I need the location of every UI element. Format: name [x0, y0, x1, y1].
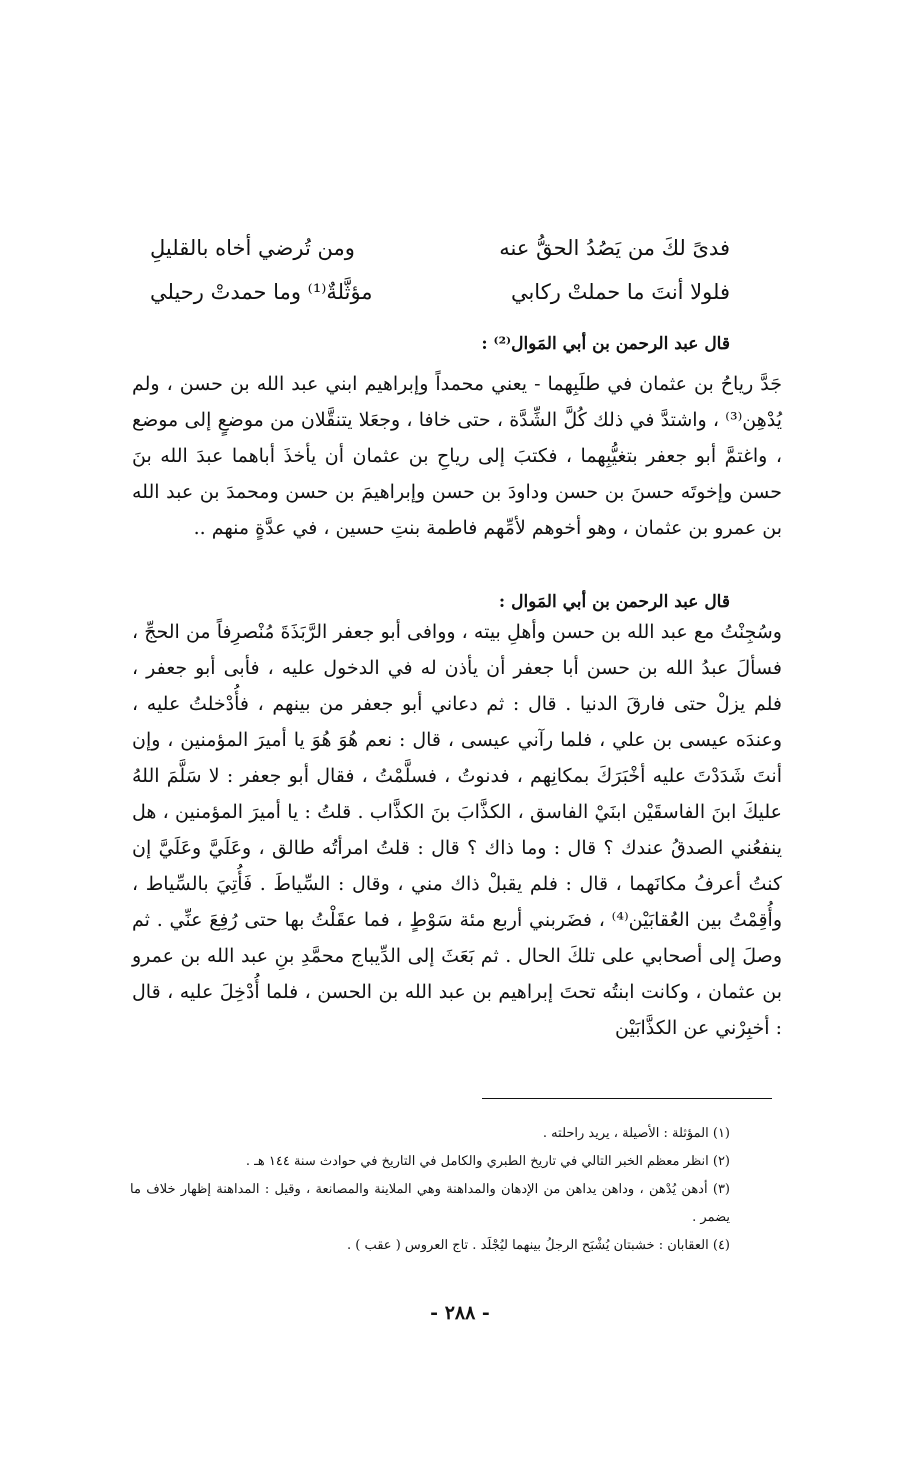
verse-second-hemistich: ومن تُرضي أخاه بالقليلِ: [150, 236, 355, 260]
footnote: (١) المؤثلة : الأصيلة ، يريد راحلته .: [542, 1126, 730, 1141]
section-heading: قال عبد الرحمن بن أبي المَوال⁽²⁾ :: [481, 334, 730, 354]
section-heading: قال عبد الرحمن بن أبي المَوال :: [498, 592, 730, 612]
body-paragraph: وسُجِنْتُ مع عبد الله بن حسن وأهلِ بيته ، ووافى أبو جعفر الرَّبَذَةَ مُنْصرِفاً من الحجِّ ، فسألَ عبدُ الله بن حسن أبا جعفر أن يأذن له في الدخول عليه ، فأبى أبو جعفر ، فلم يزلْ حتى فارقَ الدنيا . قال : ثم دعاني أبو جعفر من بينهم ، فأُدْخلتُ عليه ، وعندَه عيسى بن علي ، فلما رآني عيسى ، قال : نعم هُوَ هُوَ يا أميرَ المؤمنين ، وإن أنتَ شَدَدْتَ عليه أخْبَرَكَ بمكانِهم ، فدنوتُ ، فسلَّمْتُ ، فقال أبو جعفر : لا سَلَّمَ اللهُ عليكَ ابنَ الفاسقَيْن ابنَيْ الفاسق ، الكذَّابَ بنَ الكذَّاب . قلتُ : يا أميرَ المؤمنين ، هل ينفعُني الصدقُ عندك ؟ قال : وما ذاك ؟ قال : قلتُ امرأتُه طالق ، وعَلَيَّ وعَلَيَّ إن كنتُ أعرفُ مكانَهما ، قال : فلم يقبلْ ذاك مني ، وقال : السِّياطَ . فَأُتِيَ بالسِّياط ، وأُقِمْتُ بين العُقابَيْن⁽⁴⁾ ، فضَربني أربع مئة سَوْطٍ ، فما عقَلْتُ بها حتى رُفِعَ عنِّي . ثم وصلَ إلى أصحابي على تلكَ الحال . ثم بَعَثَ إلى الدِّيباج محمَّدِ بنِ عبد الله بن عمرو بن عثمان ، وكانت ابنتُه تحتَ إبراهيم بن عبد الله بن الحسن ، فلما أُدْخِلَ عليه ، قال : أخبِرْني عن الكذَّابَيْن: [132, 621, 783, 1039]
verse-first-hemistich: فدىً لكَ من يَصُدُ الحقُّ عنه: [499, 236, 730, 260]
poem: [150, 228, 730, 316]
footnote-divider: [482, 1098, 772, 1099]
verse-first-hemistich: فلولا أنتَ ما حملتْ ركابي: [510, 280, 730, 304]
footnote: (٢) انظر معظم الخبر التالي في تاريخ الطبري والكامل في التاريخ في حوادث سنة ١٤٤ هـ .: [245, 1154, 730, 1169]
verse-second-hemistich: مؤثَّلةٌ⁽¹⁾ وما حمدتْ رحيلي: [150, 280, 373, 304]
footnote: (٣) أدهن يُدْهن ، وداهن يداهن من الإدهان والمداهنة وهي الملاينة والمصانعة ، وقيل : المداهنة إظهار خلاف ما يضمر .: [130, 1182, 730, 1225]
footnote: (٤) العقابان : خشبتان يُشْبَح الرجلُ بينهما ليُجْلَد . تاج العروس ( عقب ) .: [347, 1238, 730, 1253]
page-number: - ٢٨٨ -: [430, 1302, 490, 1324]
poem-verse: [150, 228, 730, 272]
poem-verse: [150, 272, 730, 316]
body-paragraph: جَدَّ رياحُ بن عثمان في طلَبِهما - يعني محمداً وإبراهيم ابني عبد الله بن حسن ، ولم يُدْهِن⁽³⁾ ، واشتدَّ في ذلك كُلَّ الشِّدَّة ، حتى خافا ، وجعَلا يتنقَّلان من موضعٍ إلى موضع ، واغتمَّ أبو جعفر بتغيُّبِهما ، فكتبَ إلى رياحِ بن عثمان أن يأخذَ أباهما عبدَ الله بنَ حسن وإخوتَه حسنَ بن حسن وداودَ بن حسن وإبراهيمَ بن حسن ومحمدَ بن عبد الله بن عمرو بن عثمان ، وهو أخوهم لأمِّهم فاطمة بنتِ حسين ، في عدَّةٍ منهم ..: [132, 373, 782, 539]
footnotes: [120, 1120, 730, 1260]
